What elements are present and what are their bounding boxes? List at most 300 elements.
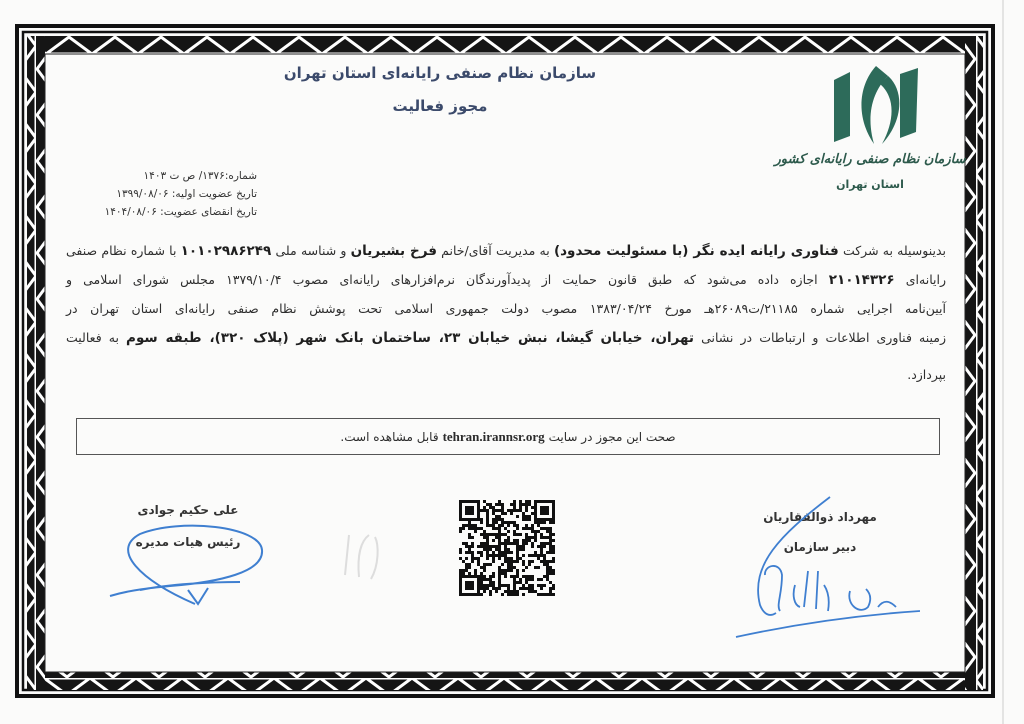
left-signature [100, 520, 280, 610]
qr-module [477, 551, 480, 554]
qr-module [474, 524, 477, 527]
qr-module [540, 593, 543, 596]
qr-module [525, 566, 528, 569]
qr-module [480, 587, 483, 590]
qr-module [492, 524, 495, 527]
verification-url[interactable]: tehran.irannsr.org [442, 428, 545, 444]
qr-module [534, 590, 537, 593]
qr-module [543, 560, 546, 563]
qr-module [546, 569, 549, 572]
license-number: شماره:۱۳۷۶/ ص ت ۱۴۰۳ [143, 170, 257, 182]
qr-module [516, 572, 519, 575]
qr-module [468, 521, 471, 524]
qr-module [504, 572, 507, 575]
qr-module [483, 548, 486, 551]
qr-module [534, 503, 537, 506]
qr-module [513, 521, 516, 524]
qr-module [486, 509, 489, 512]
logo-organization-name: سازمان نظام صنفی رایانه‌ای کشور [774, 152, 966, 167]
qr-module [498, 515, 501, 518]
qr-module [486, 533, 489, 536]
qr-module [480, 581, 483, 584]
address: تهران، خیابان گیشا، نبش خیابان ۲۳، ساختمان بانک شهر (پلاک ۳۲۰)، طبقه سوم [126, 330, 694, 346]
qr-module [471, 593, 474, 596]
qr-module [519, 545, 522, 548]
qr-module [501, 512, 504, 515]
qr-module [501, 569, 504, 572]
qr-module [477, 575, 480, 578]
qr-module [540, 578, 543, 581]
qr-module [543, 575, 546, 578]
qr-module [480, 518, 483, 521]
qr-module [474, 530, 477, 533]
qr-module [546, 572, 549, 575]
qr-module [540, 500, 543, 503]
qr-module [483, 500, 486, 503]
qr-module [549, 539, 552, 542]
qr-module [513, 581, 516, 584]
qr-module [459, 590, 462, 593]
qr-module [468, 587, 471, 590]
qr-module [525, 539, 528, 542]
qr-module [552, 584, 555, 587]
qr-module [498, 545, 501, 548]
qr-module [528, 575, 531, 578]
right-signatory-title: دبیر سازمان [783, 540, 857, 554]
body-line-4 [66, 330, 946, 346]
qr-module [474, 569, 477, 572]
qr-module [489, 590, 492, 593]
qr-module [534, 536, 537, 539]
qr-module [546, 578, 549, 581]
qr-module [489, 524, 492, 527]
qr-module [486, 557, 489, 560]
qr-module [468, 584, 471, 587]
qr-module [489, 581, 492, 584]
qr-module [513, 533, 516, 536]
qr-module [486, 503, 489, 506]
qr-module [540, 542, 543, 545]
qr-module [462, 524, 465, 527]
qr-module [525, 527, 528, 530]
qr-module [513, 542, 516, 545]
qr-module [513, 566, 516, 569]
qr-module [474, 572, 477, 575]
qr-module [543, 512, 546, 515]
company-name: فناوری رایانه ایده نگر (با مسئولیت محدود) [553, 243, 839, 259]
qr-module [504, 545, 507, 548]
qr-module [489, 584, 492, 587]
qr-module [552, 515, 555, 518]
qr-module [504, 551, 507, 554]
qr-module [531, 506, 534, 509]
qr-module [552, 539, 555, 542]
qr-module [489, 593, 492, 596]
qr-module [522, 593, 525, 596]
qr-module [480, 593, 483, 596]
qr-module [492, 587, 495, 590]
qr-module [480, 575, 483, 578]
qr-module [501, 584, 504, 587]
qr-module [528, 578, 531, 581]
qr-module [471, 560, 474, 563]
qr-module [540, 518, 543, 521]
qr-module [459, 572, 462, 575]
qr-module [501, 518, 504, 521]
qr-module [528, 539, 531, 542]
qr-module [519, 587, 522, 590]
qr-module [546, 536, 549, 539]
qr-module [465, 524, 468, 527]
qr-module [552, 593, 555, 596]
qr-module [540, 560, 543, 563]
qr-module [510, 569, 513, 572]
qr-module [540, 548, 543, 551]
qr-module [540, 554, 543, 557]
qr-module [546, 542, 549, 545]
qr-module [507, 587, 510, 590]
qr-module [513, 509, 516, 512]
qr-module [537, 524, 540, 527]
qr-module [525, 509, 528, 512]
qr-module [540, 527, 543, 530]
qr-module [492, 551, 495, 554]
qr-module [459, 500, 462, 503]
qr-module [501, 593, 504, 596]
qr-module [483, 509, 486, 512]
verification-prefix: صحت این مجوز در سایت [548, 429, 676, 444]
document-title: مجوز فعالیت [392, 97, 488, 115]
qr-module [534, 518, 537, 521]
qr-module [513, 530, 516, 533]
qr-module [495, 503, 498, 506]
qr-module [465, 500, 468, 503]
qr-module [534, 506, 537, 509]
qr-module [498, 578, 501, 581]
qr-module [489, 548, 492, 551]
qr-module [525, 500, 528, 503]
qr-module [525, 518, 528, 521]
qr-module [477, 563, 480, 566]
qr-module [507, 509, 510, 512]
qr-module [465, 593, 468, 596]
qr-module [498, 542, 501, 545]
qr-module [468, 518, 471, 521]
qr-module [486, 587, 489, 590]
qr-module [522, 587, 525, 590]
qr-module [465, 584, 468, 587]
qr-module [486, 545, 489, 548]
qr-module [498, 509, 501, 512]
qr-module [477, 515, 480, 518]
qr-module [501, 563, 504, 566]
qr-module [549, 518, 552, 521]
qr-module [492, 581, 495, 584]
qr-module [516, 542, 519, 545]
qr-module [525, 524, 528, 527]
qr-module [468, 593, 471, 596]
qr-module [468, 572, 471, 575]
qr-module [537, 578, 540, 581]
qr-module [471, 500, 474, 503]
qr-module [525, 587, 528, 590]
qr-module [531, 524, 534, 527]
qr-module [495, 536, 498, 539]
qr-module [471, 527, 474, 530]
qr-module [459, 509, 462, 512]
qr-module [501, 542, 504, 545]
qr-module [468, 509, 471, 512]
qr-module [501, 554, 504, 557]
qr-module [528, 503, 531, 506]
qr-module [549, 548, 552, 551]
qr-module [477, 512, 480, 515]
qr-module [465, 587, 468, 590]
qr-module [459, 587, 462, 590]
qr-module [462, 593, 465, 596]
qr-module [471, 587, 474, 590]
left-signatory-name: علی حکیم جوادی [137, 503, 239, 517]
qr-module [480, 509, 483, 512]
qr-module [459, 557, 462, 560]
qr-module [516, 581, 519, 584]
qr-module [507, 557, 510, 560]
qr-module [549, 590, 552, 593]
qr-module [546, 560, 549, 563]
qr-module [477, 593, 480, 596]
qr-module [480, 533, 483, 536]
qr-module [552, 503, 555, 506]
qr-module [540, 512, 543, 515]
qr-module [552, 572, 555, 575]
qr-module [489, 503, 492, 506]
qr-module [486, 539, 489, 542]
qr-module [474, 518, 477, 521]
qr-module [534, 521, 537, 524]
qr-module [531, 545, 534, 548]
qr-module [531, 584, 534, 587]
qr-module [498, 530, 501, 533]
qr-module [513, 500, 516, 503]
qr-module [459, 548, 462, 551]
qr-module [486, 578, 489, 581]
qr-module [546, 509, 549, 512]
qr-module [549, 500, 552, 503]
qr-module [459, 584, 462, 587]
qr-module [498, 548, 501, 551]
qr-module [516, 560, 519, 563]
qr-module [546, 512, 549, 515]
qr-module [504, 584, 507, 587]
qr-module [537, 521, 540, 524]
qr-module [540, 506, 543, 509]
qr-module [507, 593, 510, 596]
qr-module [537, 593, 540, 596]
qr-module [471, 536, 474, 539]
qr-module [468, 545, 471, 548]
qr-module [525, 503, 528, 506]
qr-module [513, 524, 516, 527]
qr-module [507, 560, 510, 563]
qr-module [498, 551, 501, 554]
qr-module [546, 593, 549, 596]
qr-module [516, 548, 519, 551]
qr-module [495, 518, 498, 521]
qr-module [486, 542, 489, 545]
qr-module [498, 527, 501, 530]
qr-code[interactable] [459, 500, 555, 596]
qr-module [495, 545, 498, 548]
qr-module [510, 560, 513, 563]
verification-suffix: قابل مشاهده است. [340, 429, 439, 444]
qr-module [522, 560, 525, 563]
manager-name: فرخ بشیریان [350, 243, 437, 259]
qr-module [528, 515, 531, 518]
qr-module [507, 590, 510, 593]
qr-module [543, 542, 546, 545]
qr-module [531, 536, 534, 539]
qr-module [513, 578, 516, 581]
qr-module [534, 530, 537, 533]
qr-module [540, 521, 543, 524]
qr-module [543, 506, 546, 509]
qr-module [471, 545, 474, 548]
qr-module [462, 560, 465, 563]
qr-module [513, 506, 516, 509]
qr-module [477, 506, 480, 509]
qr-module [549, 572, 552, 575]
qr-module [486, 512, 489, 515]
qr-module [543, 557, 546, 560]
qr-module [528, 560, 531, 563]
body-text: اجازه داده می‌شود که طبق قانون حمایت از پدیدآورندگان نرم‌افزارهای رایانه‌ای مصوب ۱۳۷۹/۱۰/۴ مجلس شورای اسلامی و [66, 272, 818, 287]
qr-module [510, 542, 513, 545]
qr-module [465, 566, 468, 569]
qr-module [531, 554, 534, 557]
qr-module [492, 521, 495, 524]
qr-module [459, 515, 462, 518]
qr-module [471, 551, 474, 554]
qr-module [495, 509, 498, 512]
qr-module [498, 575, 501, 578]
qr-module [549, 527, 552, 530]
qr-module [480, 566, 483, 569]
qr-module [498, 581, 501, 584]
qr-module [498, 557, 501, 560]
qr-module [540, 551, 543, 554]
qr-module [522, 512, 525, 515]
qr-module [528, 554, 531, 557]
qr-module [480, 521, 483, 524]
qr-module [468, 581, 471, 584]
qr-module [462, 527, 465, 530]
qr-module [510, 593, 513, 596]
qr-module [534, 533, 537, 536]
qr-module [471, 554, 474, 557]
qr-module [498, 584, 501, 587]
qr-module [531, 512, 534, 515]
qr-module [513, 560, 516, 563]
qr-module [519, 500, 522, 503]
qr-module [525, 515, 528, 518]
qr-module [465, 542, 468, 545]
qr-module [537, 545, 540, 548]
qr-module [504, 569, 507, 572]
qr-module [486, 536, 489, 539]
qr-module [468, 524, 471, 527]
qr-module [468, 512, 471, 515]
qr-module [510, 575, 513, 578]
qr-module [537, 557, 540, 560]
faint-stamp-mark [335, 525, 385, 585]
qr-module [471, 557, 474, 560]
qr-module [522, 584, 525, 587]
qr-module [516, 575, 519, 578]
qr-module [546, 563, 549, 566]
qr-module [465, 581, 468, 584]
membership-start-date: تاریخ عضویت اولیه: ۱۳۹۹/۰۸/۰۶ [116, 188, 257, 200]
qr-module [528, 527, 531, 530]
qr-module [540, 545, 543, 548]
qr-module [483, 545, 486, 548]
qr-module [468, 551, 471, 554]
qr-module [480, 554, 483, 557]
qr-module [510, 557, 513, 560]
qr-module [501, 551, 504, 554]
qr-module [528, 587, 531, 590]
qr-module [522, 575, 525, 578]
qr-module [465, 509, 468, 512]
qr-module [510, 503, 513, 506]
qr-module [480, 572, 483, 575]
qr-module [483, 563, 486, 566]
qr-module [483, 584, 486, 587]
qr-module [537, 554, 540, 557]
qr-module [486, 563, 489, 566]
qr-module [486, 548, 489, 551]
qr-module [498, 518, 501, 521]
qr-module [483, 575, 486, 578]
qr-module [459, 503, 462, 506]
qr-module [531, 587, 534, 590]
qr-module [471, 512, 474, 515]
qr-module [522, 548, 525, 551]
qr-module [522, 569, 525, 572]
qr-module [507, 566, 510, 569]
qr-module [528, 500, 531, 503]
qr-module [543, 500, 546, 503]
qr-module [459, 593, 462, 596]
qr-module [471, 506, 474, 509]
qr-module [504, 521, 507, 524]
qr-module [525, 575, 528, 578]
qr-module [522, 518, 525, 521]
qr-module [462, 575, 465, 578]
qr-module [492, 545, 495, 548]
qr-module [483, 506, 486, 509]
qr-module [522, 503, 525, 506]
qr-module [552, 587, 555, 590]
qr-module [528, 536, 531, 539]
qr-module [528, 584, 531, 587]
qr-module [522, 539, 525, 542]
qr-module [516, 551, 519, 554]
qr-module [549, 593, 552, 596]
qr-module [507, 521, 510, 524]
qr-module [516, 509, 519, 512]
qr-module [552, 545, 555, 548]
qr-module [480, 545, 483, 548]
